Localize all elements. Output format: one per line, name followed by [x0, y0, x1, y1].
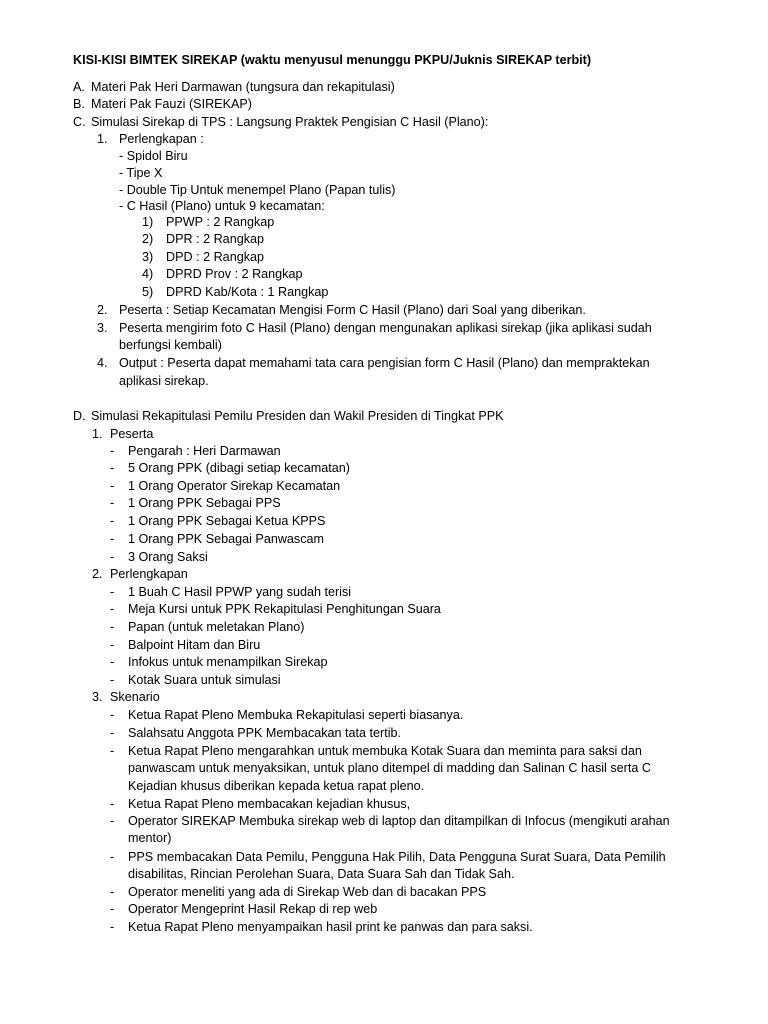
section-d-item3-marker: 3. — [92, 690, 103, 704]
section-d-item2-marker: 2. — [92, 567, 103, 581]
participant-item: Pengarah : Heri Darmawan — [128, 444, 281, 458]
section-c-text: Simulasi Sirekap di TPS : Langsung Praktek Pengisian C Hasil (Plano): — [91, 115, 489, 129]
section-b-text: Materi Pak Fauzi (SIREKAP) — [91, 97, 252, 111]
section-c-item2-text: Peserta : Setiap Kecamatan Mengisi Form C Hasil (Plano) dari Soal yang diberikan. — [119, 303, 586, 317]
scenario-step-cont: mentor) — [128, 831, 172, 845]
section-c-item3-line: Peserta mengirim foto C Hasil (Plano) dengan mengunakan aplikasi sirekap (jika aplikasi sudah — [119, 321, 652, 335]
section-c-item3-marker: 3. — [97, 321, 108, 335]
bullet-dash: - — [110, 585, 115, 599]
scenario-step-cont: disabilitas, Rincian Perolehan Suara, Data Suara Sah dan Tidak Sah. — [128, 867, 515, 881]
sub-item-text: DPRD Kab/Kota : 1 Rangkap — [166, 285, 329, 299]
participant-item: 1 Orang Operator Sirekap Kecamatan — [128, 479, 341, 493]
bullet-dash: - — [110, 602, 115, 616]
sub-item-text: DPRD Prov : 2 Rangkap — [166, 267, 303, 281]
equipment-line: - C Hasil (Plano) untuk 9 kecamatan: — [119, 199, 325, 213]
participant-item: 1 Orang PPK Sebagai PPS — [128, 496, 281, 510]
scenario-step: Ketua Rapat Pleno membacakan kejadian khusus, — [128, 797, 411, 811]
bullet-dash: - — [110, 902, 115, 916]
section-c-item1-text: Perlengkapan : — [119, 132, 204, 146]
equipment-item: Papan (untuk meletakan Plano) — [128, 620, 305, 634]
section-a-text: Materi Pak Heri Darmawan (tungsura dan rekapitulasi) — [91, 80, 395, 94]
bullet-dash: - — [110, 655, 115, 669]
scenario-step: Operator meneliti yang ada di Sirekap Web dan di bacakan PPS — [128, 885, 487, 899]
bullet-dash: - — [110, 514, 115, 528]
section-c-item4-marker: 4. — [97, 356, 108, 370]
section-c-item4-line: aplikasi sirekap. — [119, 374, 209, 388]
bullet-dash: - — [110, 461, 115, 475]
bullet-dash: - — [110, 550, 115, 564]
equipment-item: Balpoint Hitam dan Biru — [128, 638, 261, 652]
section-d-item1-marker: 1. — [92, 427, 103, 441]
participant-item: 1 Orang PPK Sebagai Ketua KPPS — [128, 514, 326, 528]
sub-item-marker: 1) — [142, 215, 154, 229]
sub-item-marker: 3) — [142, 250, 154, 264]
scenario-step-cont: panwascam untuk menyaksikan, untuk plano ditempel di madding dan Salinan C hasil serta C — [128, 761, 651, 775]
bullet-dash: - — [110, 496, 115, 510]
bullet-dash: - — [110, 532, 115, 546]
sub-item-marker: 5) — [142, 285, 154, 299]
bullet-dash: - — [110, 850, 115, 864]
section-a-marker: A. — [73, 80, 85, 94]
section-c-item4-line: Output : Peserta dapat memahami tata cara pengisian form C Hasil (Plano) dan mempraktekan — [119, 356, 650, 370]
scenario-step: Operator Mengeprint Hasil Rekap di rep web — [128, 902, 378, 916]
bullet-dash: - — [110, 920, 115, 934]
section-b-marker: B. — [73, 97, 85, 111]
section-d-item1-heading: Peserta — [110, 427, 154, 441]
participant-item: 3 Orang Saksi — [128, 550, 208, 564]
equipment-item: 1 Buah C Hasil PPWP yang sudah terisi — [128, 585, 352, 599]
participant-item: 1 Orang PPK Sebagai Panwascam — [128, 532, 325, 546]
sub-item-text: DPD : 2 Rangkap — [166, 250, 265, 264]
equipment-item: Kotak Suara untuk simulasi — [128, 673, 281, 687]
section-d-item2-heading: Perlengkapan — [110, 567, 188, 581]
bullet-dash: - — [110, 638, 115, 652]
section-c-item3-line: berfungsi kembali) — [119, 338, 222, 352]
scenario-step: Ketua Rapat Pleno mengarahkan untuk membuka Kotak Suara dan meminta para saksi dan — [128, 744, 642, 758]
bullet-dash: - — [110, 885, 115, 899]
scenario-step: Ketua Rapat Pleno Membuka Rekapitulasi seperti biasanya. — [128, 708, 464, 722]
bullet-dash: - — [110, 797, 115, 811]
bullet-dash: - — [110, 479, 115, 493]
scenario-step: Operator SIREKAP Membuka sirekap web di laptop dan ditampilkan di Infocus (mengikuti arahan — [128, 814, 670, 828]
bullet-dash: - — [110, 744, 115, 758]
sub-item-text: DPR : 2 Rangkap — [166, 232, 265, 246]
scenario-step-cont: Kejadian khusus diberikan kepada ketua rapat pleno. — [128, 779, 425, 793]
section-c-marker: C. — [73, 115, 86, 129]
section-c-item2-marker: 2. — [97, 303, 108, 317]
participant-item: 5 Orang PPK (dibagi setiap kecamatan) — [128, 461, 350, 475]
sub-item-marker: 4) — [142, 267, 154, 281]
section-c-item1-marker: 1. — [97, 132, 108, 146]
sub-item-text: PPWP : 2 Rangkap — [166, 215, 275, 229]
scenario-step: PPS membacakan Data Pemilu, Pengguna Hak Pilih, Data Pengguna Surat Suara, Data Pemilih — [128, 850, 666, 864]
equipment-item: Infokus untuk menampilkan Sirekap — [128, 655, 328, 669]
section-d-text: Simulasi Rekapitulasi Pemilu Presiden dan Wakil Presiden di Tingkat PPK — [91, 409, 504, 423]
equipment-line: - Spidol Biru — [119, 149, 188, 163]
equipment-line: - Double Tip Untuk menempel Plano (Papan tulis) — [119, 183, 396, 197]
bullet-dash: - — [110, 814, 115, 828]
scenario-step: Salahsatu Anggota PPK Membacakan tata tertib. — [128, 726, 402, 740]
equipment-line: - Tipe X — [119, 166, 163, 180]
bullet-dash: - — [110, 726, 115, 740]
section-d-marker: D. — [73, 409, 86, 423]
scenario-step: Ketua Rapat Pleno menyampaikan hasil print ke panwas dan para saksi. — [128, 920, 533, 934]
document-title: KISI-KISI BIMTEK SIREKAP (waktu menyusul menunggu PKPU/Juknis SIREKAP terbit) — [73, 53, 592, 67]
bullet-dash: - — [110, 708, 115, 722]
bullet-dash: - — [110, 673, 115, 687]
equipment-item: Meja Kursi untuk PPK Rekapitulasi Penghitungan Suara — [128, 602, 441, 616]
sub-item-marker: 2) — [142, 232, 154, 246]
bullet-dash: - — [110, 444, 115, 458]
section-d-item3-heading: Skenario — [110, 690, 160, 704]
bullet-dash: - — [110, 620, 115, 634]
